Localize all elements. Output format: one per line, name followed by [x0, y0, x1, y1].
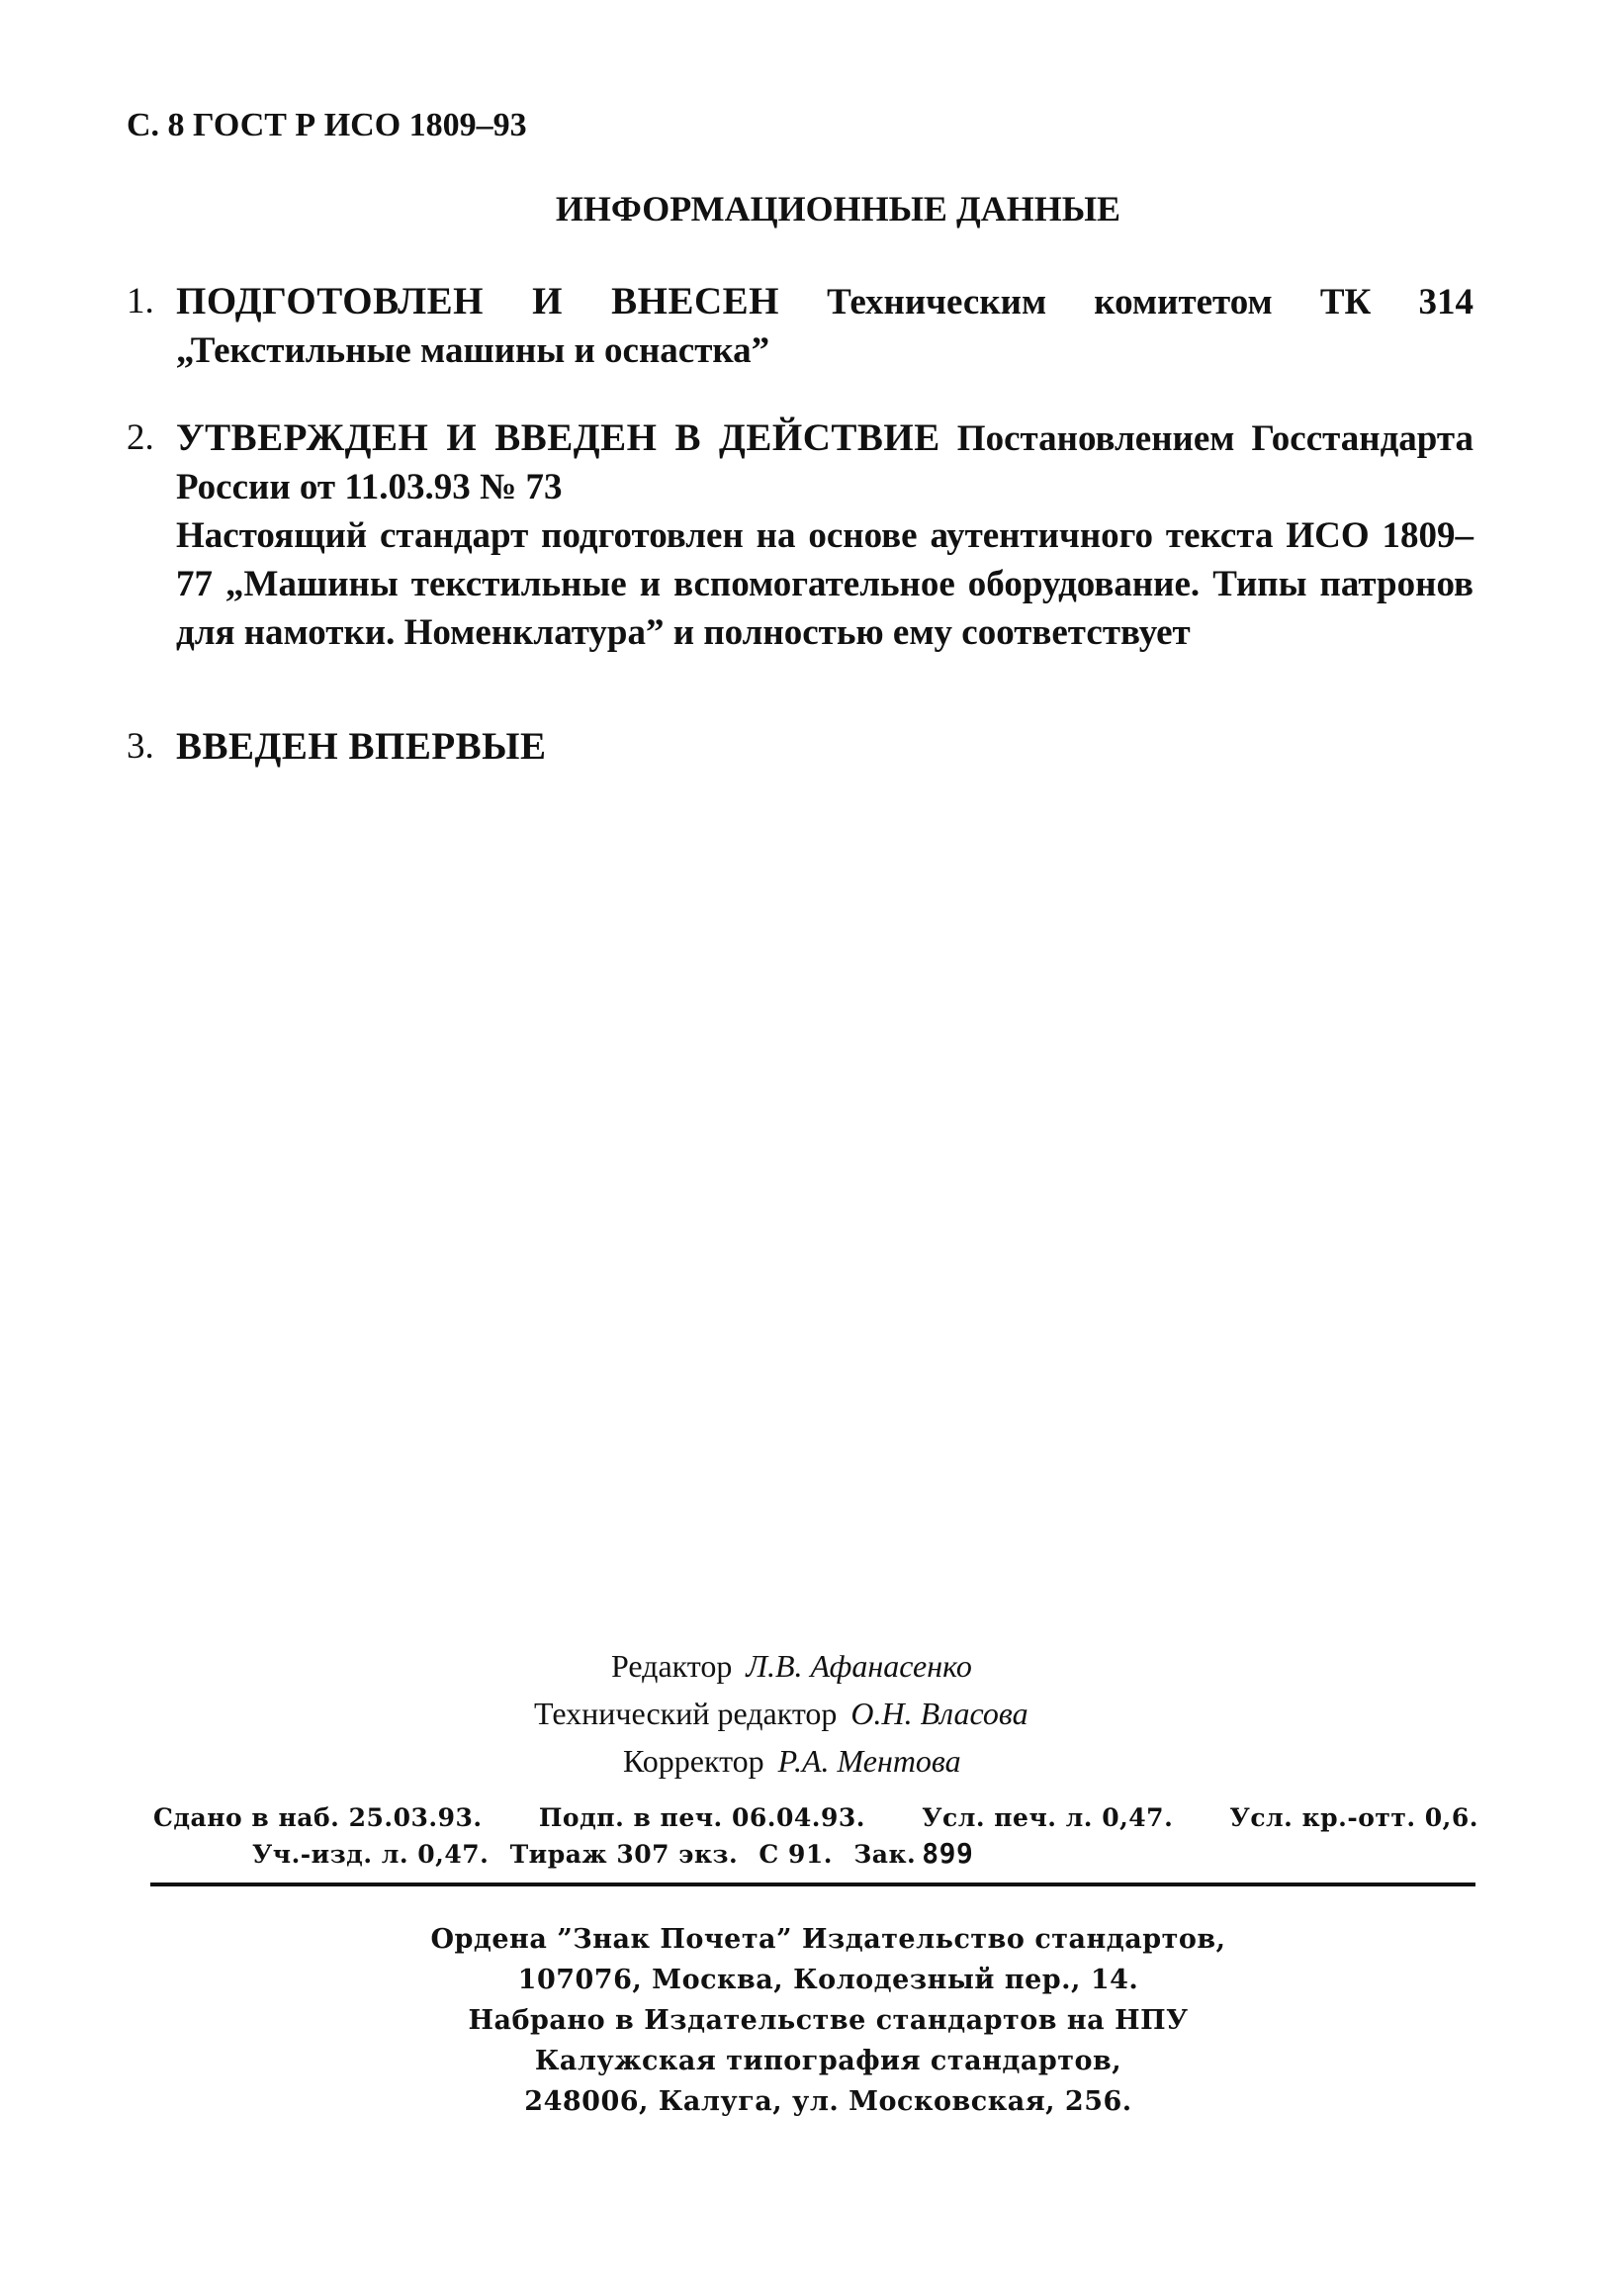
info-item-3: [127, 722, 1473, 772]
item-number: 1.: [127, 281, 154, 321]
imprint-color-prints: Усл. кр.-отт. 0,6.: [1229, 1803, 1478, 1832]
item-text: Постановлением Госстандарта России от 11.03.93 № 73: [176, 418, 1473, 507]
imprint-circulation: Тираж 307 экз.: [509, 1840, 739, 1869]
publisher-line: Калужская типография стандартов,: [534, 2046, 1122, 2076]
credit-tech-editor: [534, 1690, 1607, 1737]
imprint-row: [153, 1800, 1478, 1836]
imprint-order-number: 899: [922, 1837, 974, 1870]
imprint-block: [153, 1800, 1478, 1873]
publisher-block: [0, 1919, 1607, 2122]
item-body: [176, 413, 1473, 657]
imprint-signed: Подп. в печ. 06.04.93.: [538, 1803, 865, 1832]
credit-role: Корректор: [623, 1743, 764, 1779]
credit-role: Технический редактор: [534, 1696, 838, 1731]
item-number: 3.: [127, 726, 154, 767]
page-header: С. 8 ГОСТ Р ИСО 1809–93: [127, 107, 527, 143]
item-text: Техническим комитетом ТК 314 „Текстильные машины и оснастка”: [176, 282, 1473, 371]
credit-role: Редактор: [611, 1648, 733, 1684]
publisher-line: Набрано в Издательстве стандартов на НПУ: [468, 2005, 1189, 2036]
info-item-2: [127, 413, 1473, 657]
imprint-code: С 91.: [759, 1840, 834, 1869]
item-body: [176, 722, 1473, 772]
horizontal-rule: [150, 1883, 1475, 1886]
credit-corrector: [623, 1737, 1607, 1785]
item-note: Настоящий стандарт подготовлен на основе аутентичного текста ИСО 1809–77 „Машины текстильные и вспомогательное оборудование. Типы патронов для намотки. Номенклатура” и полностью ему соответствует: [176, 515, 1473, 653]
publisher-line: 107076, Москва, Колодезный пер., 14.: [517, 1965, 1139, 1995]
publisher-line: Ордена ”Знак Почета” Издательство стандартов,: [430, 1924, 1226, 1955]
item-lead: ВВЕДЕН ВПЕРВЫЕ: [176, 725, 547, 768]
credits-block: [0, 1642, 1607, 1785]
imprint-row: [153, 1836, 1478, 1873]
info-item-1: [127, 277, 1473, 375]
credit-person: О.Н. Власова: [850, 1696, 1028, 1731]
item-number: 2.: [127, 417, 154, 458]
section-title: ИНФОРМАЦИОННЫЕ ДАННЫЕ: [555, 189, 1121, 229]
item-lead: ПОДГОТОВЛЕН И ВНЕСЕН: [176, 280, 779, 322]
item-body: [176, 277, 1473, 375]
imprint-edition-sheets: Уч.-изд. л. 0,47.: [252, 1840, 490, 1869]
imprint-submitted: Сдано в наб. 25.03.93.: [153, 1803, 483, 1832]
credit-person: Л.В. Афанасенко: [746, 1648, 972, 1684]
item-lead: УТВЕРЖДЕН И ВВЕДЕН В ДЕЙСТВИЕ: [176, 416, 940, 459]
credit-person: Р.А. Ментова: [777, 1743, 961, 1779]
credit-editor: [611, 1642, 1607, 1690]
publisher-line: 248006, Калуга, ул. Московская, 256.: [524, 2086, 1132, 2117]
imprint-print-sheets: Усл. печ. л. 0,47.: [922, 1803, 1174, 1832]
imprint-order-label: Зак.: [853, 1840, 917, 1869]
